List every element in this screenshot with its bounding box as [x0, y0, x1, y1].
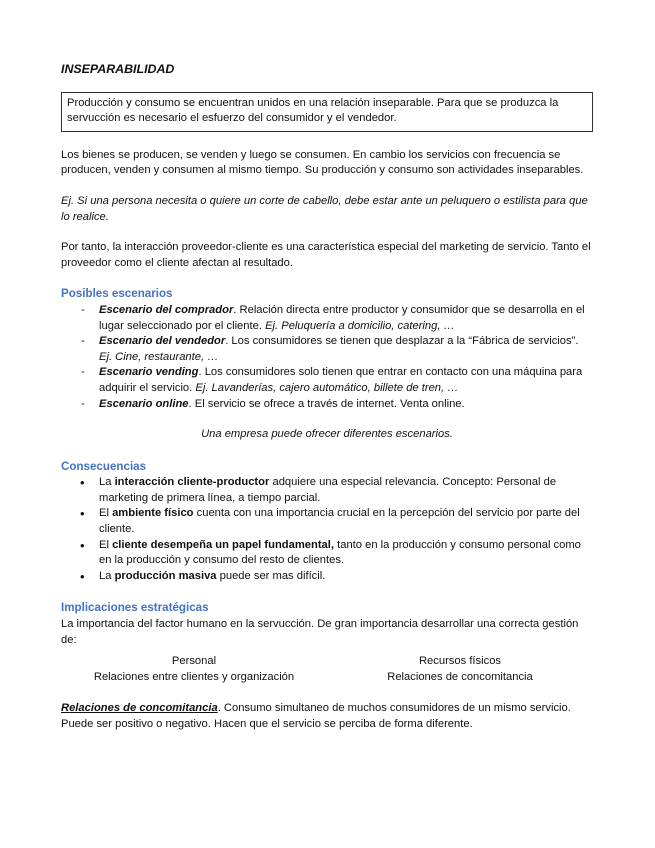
list-item: • El cliente desempeña un papel fundamental, tanto en la producción y consumo personal como en la producción y consumo del resto de clientes. [61, 538, 593, 569]
escenarios-heading: Posibles escenarios [61, 287, 173, 301]
consecuencias-heading: Consecuencias [61, 459, 147, 473]
grid-cell: Personal [171, 655, 217, 668]
list-item: - Escenario del vendedor. Los consumidores se tienen que desplazar a la “Fábrica de servicios”. Ej. Cine, restaurante, … [61, 334, 593, 365]
consecuencias-list [61, 475, 593, 584]
paragraph-bienes: Los bienes se producen, se venden y luego se consumen. En cambio los servicios con frecuencia se producen, venden y consumen al mismo tiempo. Su producción y consumo son actividades inseparables. [61, 148, 584, 177]
definition-box: Producción y consumo se encuentran unidos en una relación inseparable. Para que se produzca la servucción es necesario el esfuerzo del consumidor y el vendedor. [61, 92, 593, 132]
grid-cell: Recursos físicos [418, 655, 502, 668]
list-item: - Escenario online. El servicio se ofrece a través de internet. Venta online. [61, 397, 593, 413]
section-title: INSEPARABILIDAD [61, 62, 175, 76]
paragraph-interaccion: Por tanto, la interacción proveedor-cliente es una característica especial del marketing de servicio. Tanto el proveedor como el cliente afectan al resultado. [61, 241, 591, 269]
list-item: • La interacción cliente-productor adquiere una especial relevancia. Concepto: Personal de marketing de primera línea, a tiempo parcial. [61, 475, 593, 506]
escenarios-list [61, 303, 593, 412]
list-item: • La producción masiva puede ser mas difícil. [61, 569, 593, 585]
grid-cell: Relaciones de concomitancia [387, 670, 533, 683]
escenarios-note: Una empresa puede ofrecer diferentes escenarios. [201, 428, 453, 441]
grid-cell: Relaciones entre clientes y organización [93, 670, 295, 683]
list-item: • El ambiente físico cuenta con una importancia crucial en la percepción del servicio por parte del cliente. [61, 506, 593, 537]
implicaciones-intro: La importancia del factor humano en la servucción. De gran importancia desarrollar una correcta gestión de: [61, 618, 579, 646]
concomitancia-paragraph: Relaciones de concomitancia. Consumo simultaneo de muchos consumidores de un mismo servicio. Puede ser positivo o negativo. Hacen que el servicio se perciba de forma diferente. [61, 702, 571, 730]
implicaciones-heading: Implicaciones estratégicas [61, 601, 209, 615]
example-paragraph: Ej. Si una persona necesita o quiere un corte de cabello, debe estar ante un peluquero o estilista para que lo realice. [61, 194, 588, 223]
document-page [61, 62, 593, 748]
gestion-grid [61, 654, 593, 685]
concomitancia-term: Relaciones de concomitancia [61, 702, 218, 715]
list-item: - Escenario vending. Los consumidores solo tienen que entrar en contacto con una máquina para adquirir el servicio. Ej. Lavanderías, cajero automático, billete de tren, … [61, 365, 593, 396]
list-item: - Escenario del comprador. Relación directa entre productor y consumidor que se desarrolla en el lugar seleccionado por el cliente. Ej. Peluquería a domicilio, catering, … [61, 303, 593, 334]
